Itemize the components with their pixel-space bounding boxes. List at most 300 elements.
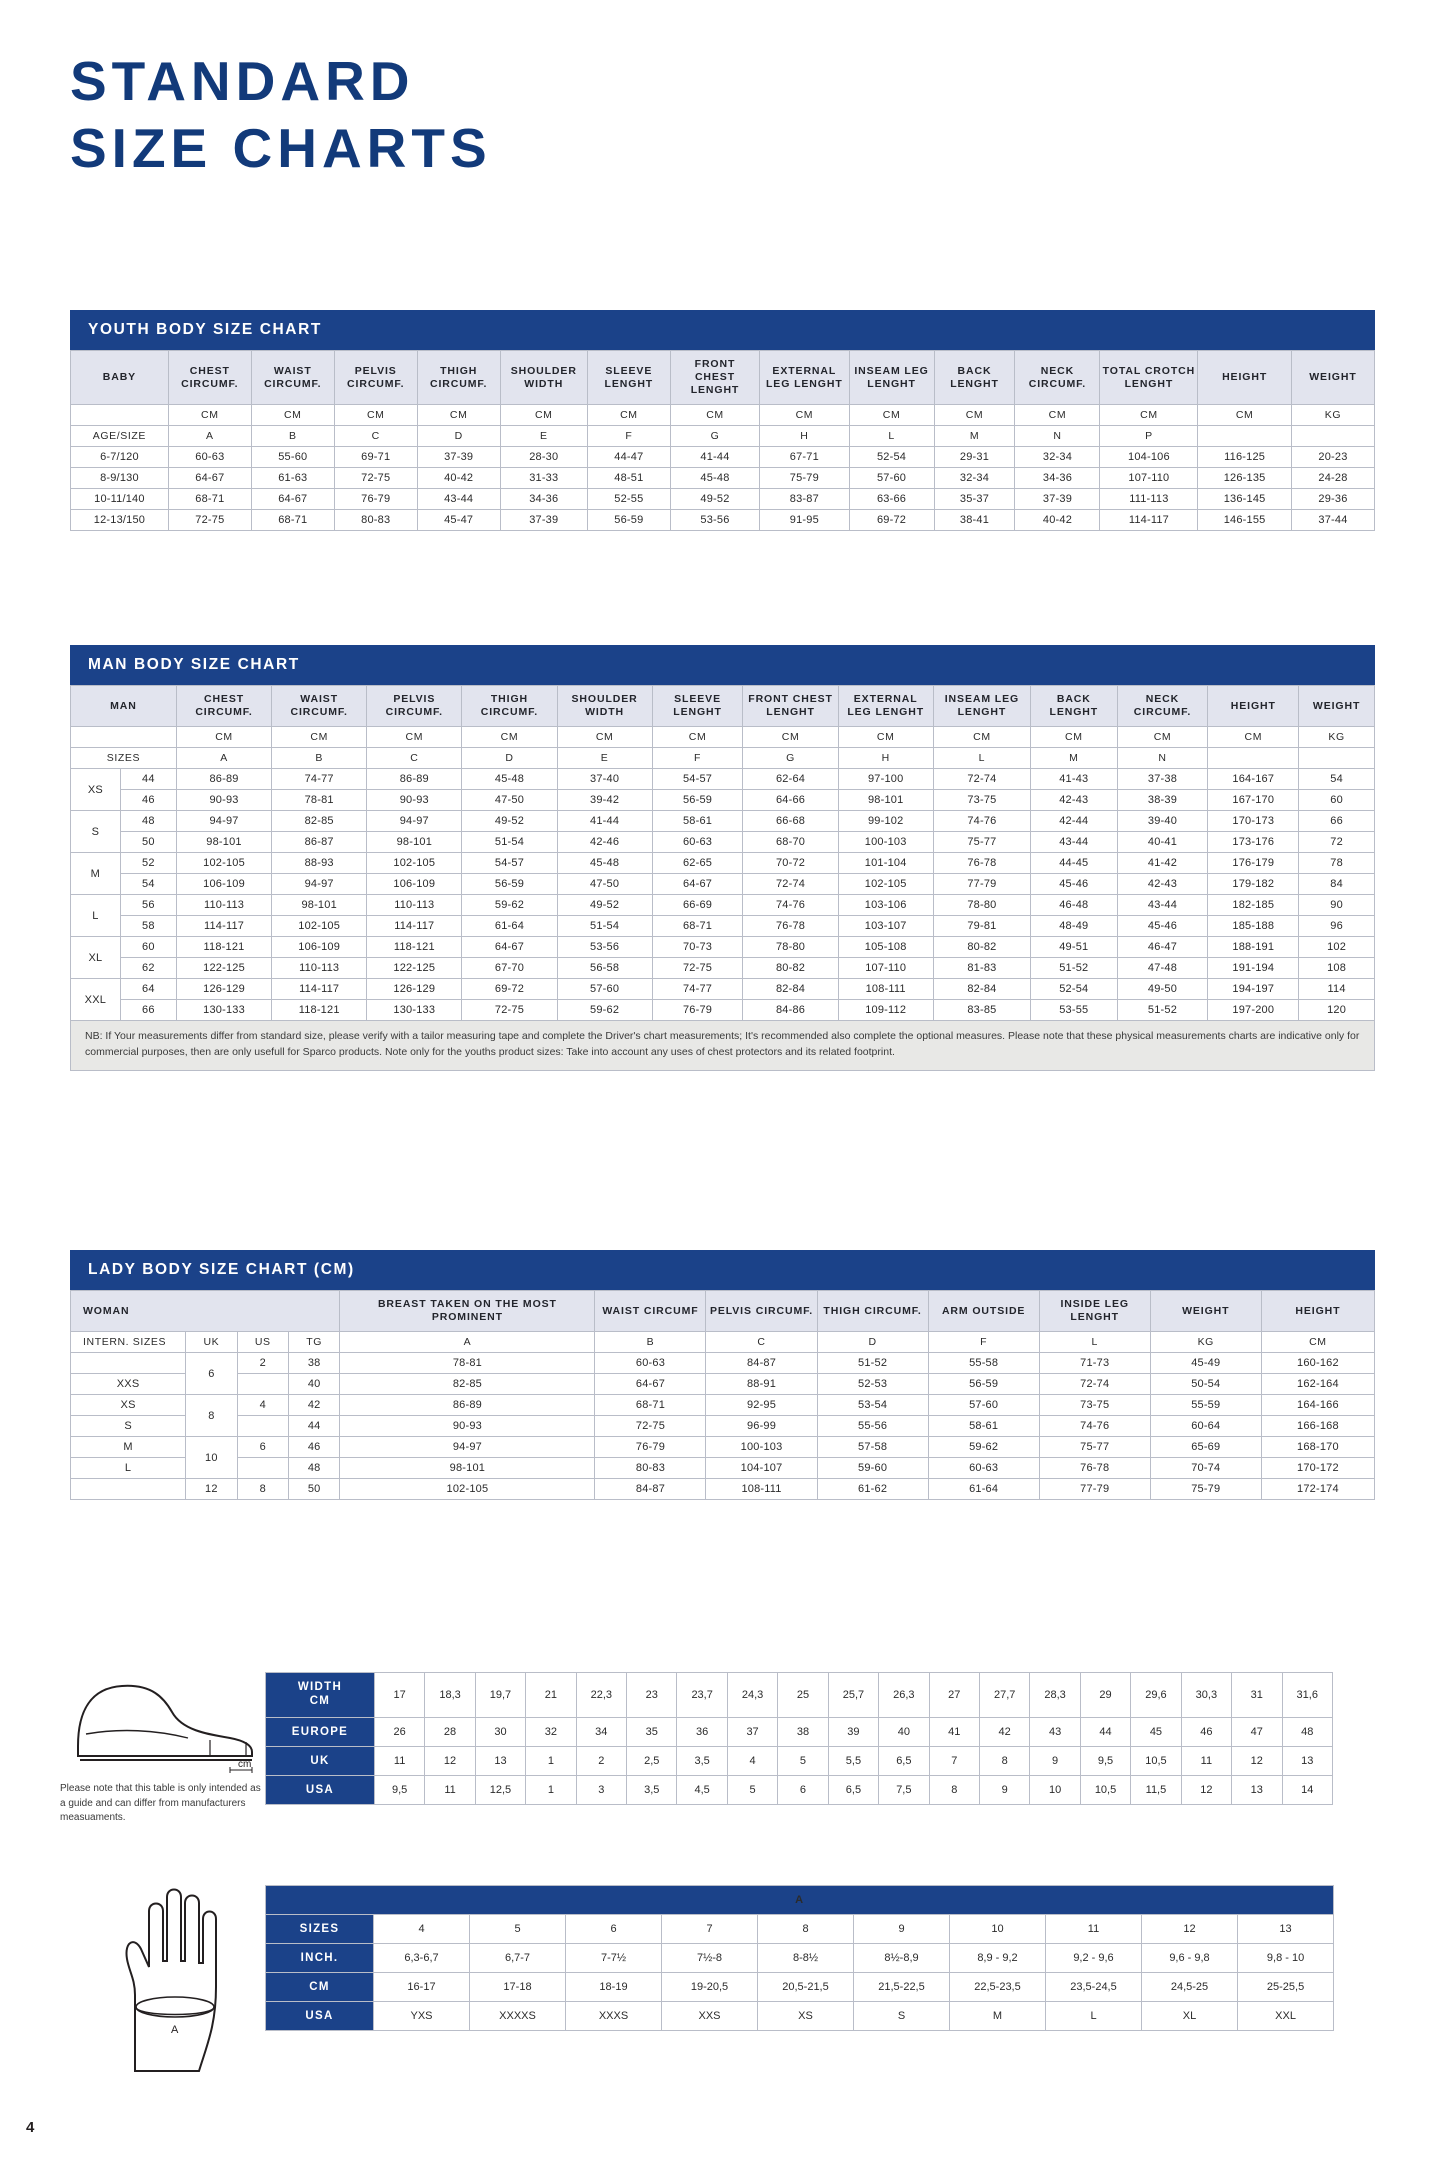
lady-cell-1-3: 52-53: [817, 1374, 928, 1395]
man-cell-7-4: 51-54: [557, 916, 652, 937]
youth-cell-2-9: 63-66: [849, 489, 934, 510]
svg-text:A: A: [171, 2024, 179, 2036]
lady-intern-6: [71, 1479, 186, 1500]
shoe-cell-3-12: 9: [979, 1775, 1029, 1804]
shoe-row-label-3: USA: [266, 1775, 375, 1804]
man-cell-9-9: 51-52: [1031, 958, 1118, 979]
shoe-cell-0-7: 24,3: [727, 1673, 777, 1718]
shoe-cell-0-8: 25: [778, 1673, 828, 1718]
shoe-cell-0-0: 17: [374, 1673, 424, 1718]
man-cell-11-4: 59-62: [557, 1000, 652, 1021]
man-cell-8-4: 53-56: [557, 937, 652, 958]
man-header-2: WAIST CIRCUMF.: [272, 686, 367, 727]
table-row: [71, 1479, 1375, 1500]
man-cell-1-9: 42-43: [1031, 790, 1118, 811]
man-cell-6-1: 98-101: [272, 895, 367, 916]
table-row: [71, 937, 1375, 958]
man-group-label: S: [71, 811, 121, 853]
glove-cell-2-6: 22,5-23,5: [950, 1973, 1046, 2002]
youth-header-12: TOTAL CROTCH LENGHT: [1100, 351, 1198, 405]
man-cell-3-3: 51-54: [462, 832, 557, 853]
man-group-label: XXL: [71, 979, 121, 1021]
youth-cell-2-2: 64-67: [251, 489, 334, 510]
man-cell-0-0: 86-89: [176, 769, 271, 790]
youth-cell-0-6: 44-47: [587, 447, 670, 468]
youth-cell-0-13: 116-125: [1198, 447, 1292, 468]
shoe-cell-3-6: 4,5: [677, 1775, 727, 1804]
man-cell-5-3: 56-59: [462, 874, 557, 895]
man-cell-0-8: 72-74: [933, 769, 1030, 790]
man-header-3: PELVIS CIRCUMF.: [367, 686, 462, 727]
hand-icon: [95, 1875, 255, 2075]
man-cell-2-12: 66: [1299, 811, 1375, 832]
lady-cell-6-6: 75-79: [1150, 1479, 1261, 1500]
man-cell-5-7: 102-105: [838, 874, 933, 895]
lady-cell-2-5: 73-75: [1039, 1395, 1150, 1416]
man-cell-3-6: 68-70: [743, 832, 838, 853]
lady-uk-2: 8: [186, 1395, 237, 1437]
man-cell-10-2: 126-129: [367, 979, 462, 1000]
shoe-cell-0-2: 19,7: [475, 1673, 525, 1718]
lady-us-2: 4: [237, 1395, 288, 1416]
youth-header-8: EXTERNAL LEG LENGHT: [760, 351, 849, 405]
man-cell-2-4: 41-44: [557, 811, 652, 832]
youth-cell-1-1: 64-67: [168, 468, 251, 489]
lady-cell-2-1: 68-71: [595, 1395, 706, 1416]
lady-body-size-chart: [70, 1250, 1375, 1500]
man-cell-1-1: 78-81: [272, 790, 367, 811]
youth-cell-1-11: 34-36: [1015, 468, 1100, 489]
man-cell-11-9: 53-55: [1031, 1000, 1118, 1021]
glove-cell-3-9: XXL: [1238, 2002, 1334, 2031]
lady-cell-2-4: 57-60: [928, 1395, 1039, 1416]
youth-cell-3-9: 69-72: [849, 510, 934, 531]
youth-cell-2-12: 111-113: [1100, 489, 1198, 510]
lady-intern-4: M: [71, 1437, 186, 1458]
lady-cell-0-5: 71-73: [1039, 1353, 1150, 1374]
man-header-9: INSEAM LEG LENGHT: [933, 686, 1030, 727]
man-header-10: BACK LENGHT: [1031, 686, 1118, 727]
man-cell-0-11: 164-167: [1208, 769, 1299, 790]
table-row: [71, 1374, 1375, 1395]
man-cell-3-0: 98-101: [176, 832, 271, 853]
youth-cell-3-5: 37-39: [500, 510, 587, 531]
shoe-cell-0-11: 27: [929, 1673, 979, 1718]
lady-tg-4: 46: [288, 1437, 339, 1458]
youth-cell-1-2: 61-63: [251, 468, 334, 489]
lady-cell-4-0: 94-97: [340, 1437, 595, 1458]
man-cell-6-8: 78-80: [933, 895, 1030, 916]
glove-cell-3-8: XL: [1142, 2002, 1238, 2031]
lady-cell-0-2: 84-87: [706, 1353, 817, 1374]
shoe-cell-2-5: 2,5: [627, 1746, 677, 1775]
man-header-6: SLEEVE LENGHT: [652, 686, 743, 727]
youth-cell-0-2: 55-60: [251, 447, 334, 468]
table-row: [71, 790, 1375, 811]
man-cell-2-6: 66-68: [743, 811, 838, 832]
shoe-size-table-block: [265, 1672, 1333, 1805]
table-row: [71, 769, 1375, 790]
man-size-6: 56: [120, 895, 176, 916]
man-cell-4-9: 44-45: [1031, 853, 1118, 874]
lady-cell-1-4: 56-59: [928, 1374, 1039, 1395]
man-cell-10-0: 126-129: [176, 979, 271, 1000]
man-cell-5-1: 94-97: [272, 874, 367, 895]
youth-header-6: SLEEVE LENGHT: [587, 351, 670, 405]
man-cell-1-2: 90-93: [367, 790, 462, 811]
lady-header-11: HEIGHT: [1261, 1291, 1374, 1332]
man-cell-5-0: 106-109: [176, 874, 271, 895]
glove-cell-0-0: 4: [374, 1915, 470, 1944]
shoe-cell-1-7: 37: [727, 1717, 777, 1746]
lady-intern-2: XS: [71, 1395, 186, 1416]
man-cell-3-1: 86-87: [272, 832, 367, 853]
shoe-cell-0-15: 29,6: [1131, 1673, 1181, 1718]
man-cell-4-1: 88-93: [272, 853, 367, 874]
lady-cell-6-0: 102-105: [340, 1479, 595, 1500]
glove-row-usa: [266, 2002, 1334, 2031]
lady-cell-5-7: 170-172: [1261, 1458, 1374, 1479]
man-cell-5-2: 106-109: [367, 874, 462, 895]
glove-cell-1-3: 7½-8: [662, 1944, 758, 1973]
youth-cell-2-7: 49-52: [670, 489, 759, 510]
man-size-10: 64: [120, 979, 176, 1000]
glove-cell-2-0: 16-17: [374, 1973, 470, 2002]
man-header-7: FRONT CHEST LENGHT: [743, 686, 838, 727]
lady-cell-4-2: 100-103: [706, 1437, 817, 1458]
man-cell-11-7: 109-112: [838, 1000, 933, 1021]
glove-cell-0-2: 6: [566, 1915, 662, 1944]
man-cell-5-5: 64-67: [652, 874, 743, 895]
youth-header-9: INSEAM LEG LENGHT: [849, 351, 934, 405]
man-cell-4-8: 76-78: [933, 853, 1030, 874]
shoe-cell-1-11: 41: [929, 1717, 979, 1746]
shoe-row-usa: [266, 1775, 1333, 1804]
man-cell-8-5: 70-73: [652, 937, 743, 958]
youth-cell-3-6: 56-59: [587, 510, 670, 531]
shoe-row-label-1: EUROPE: [266, 1717, 375, 1746]
lady-us-5: [237, 1458, 288, 1479]
shoe-cell-3-0: 9,5: [374, 1775, 424, 1804]
lady-cell-1-2: 88-91: [706, 1374, 817, 1395]
man-cell-6-2: 110-113: [367, 895, 462, 916]
shoe-cell-0-16: 30,3: [1181, 1673, 1231, 1718]
youth-cell-3-12: 114-117: [1100, 510, 1198, 531]
lady-tg-1: 40: [288, 1374, 339, 1395]
glove-cell-3-0: YXS: [374, 2002, 470, 2031]
lady-table: [70, 1290, 1375, 1500]
shoe-cell-1-15: 45: [1131, 1717, 1181, 1746]
youth-cell-0-7: 41-44: [670, 447, 759, 468]
shoe-cell-0-6: 23,7: [677, 1673, 727, 1718]
table-row: [71, 447, 1375, 468]
youth-header-1: CHEST CIRCUMF.: [168, 351, 251, 405]
man-cell-7-12: 96: [1299, 916, 1375, 937]
man-cell-5-9: 45-46: [1031, 874, 1118, 895]
lady-cell-1-0: 82-85: [340, 1374, 595, 1395]
lady-header-9: INSIDE LEG LENGHT: [1039, 1291, 1150, 1332]
man-cell-2-7: 99-102: [838, 811, 933, 832]
glove-cell-2-9: 25-25,5: [1238, 1973, 1334, 2002]
man-cell-10-3: 69-72: [462, 979, 557, 1000]
youth-cell-0-11: 32-34: [1015, 447, 1100, 468]
man-cell-4-4: 45-48: [557, 853, 652, 874]
table-row: [71, 1000, 1375, 1021]
man-cell-7-1: 102-105: [272, 916, 367, 937]
youth-cell-3-1: 72-75: [168, 510, 251, 531]
man-cell-9-7: 107-110: [838, 958, 933, 979]
lady-cell-6-4: 61-64: [928, 1479, 1039, 1500]
youth-cell-2-13: 136-145: [1198, 489, 1292, 510]
lady-cell-0-1: 60-63: [595, 1353, 706, 1374]
table-row: [71, 958, 1375, 979]
man-cell-8-6: 78-80: [743, 937, 838, 958]
man-cell-0-2: 86-89: [367, 769, 462, 790]
man-cell-6-4: 49-52: [557, 895, 652, 916]
table-row: [71, 895, 1375, 916]
glove-cell-2-7: 23,5-24,5: [1046, 1973, 1142, 2002]
shoe-cm-label: cm: [238, 1759, 252, 1770]
man-cell-10-8: 82-84: [933, 979, 1030, 1000]
table-row: [71, 1395, 1375, 1416]
man-cell-9-8: 81-83: [933, 958, 1030, 979]
glove-row-label-1: INCH.: [266, 1944, 374, 1973]
lady-cell-2-6: 55-59: [1150, 1395, 1261, 1416]
man-cell-2-3: 49-52: [462, 811, 557, 832]
shoe-cell-1-5: 35: [627, 1717, 677, 1746]
youth-header-11: NECK CIRCUMF.: [1015, 351, 1100, 405]
shoe-cell-2-12: 8: [979, 1746, 1029, 1775]
glove-cell-2-1: 17-18: [470, 1973, 566, 2002]
youth-cell-0-9: 52-54: [849, 447, 934, 468]
shoe-cell-2-13: 9: [1030, 1746, 1080, 1775]
lady-cell-3-5: 74-76: [1039, 1416, 1150, 1437]
lady-cell-5-1: 80-83: [595, 1458, 706, 1479]
man-cell-3-2: 98-101: [367, 832, 462, 853]
youth-cell-0-3: 69-71: [334, 447, 417, 468]
shoe-row-label-2: UK: [266, 1746, 375, 1775]
shoe-cell-0-13: 28,3: [1030, 1673, 1080, 1718]
man-cell-8-12: 102: [1299, 937, 1375, 958]
shoe-cell-3-1: 11: [425, 1775, 475, 1804]
page-title-line2: SIZE CHARTS: [70, 117, 492, 180]
man-group-label: XL: [71, 937, 121, 979]
shoe-cell-3-9: 6,5: [828, 1775, 878, 1804]
youth-cell-1-9: 57-60: [849, 468, 934, 489]
man-size-3: 50: [120, 832, 176, 853]
man-cell-11-5: 76-79: [652, 1000, 743, 1021]
shoe-cell-2-1: 12: [425, 1746, 475, 1775]
man-header-12: HEIGHT: [1208, 686, 1299, 727]
shoe-cell-3-15: 11,5: [1131, 1775, 1181, 1804]
lady-header-5: WAIST CIRCUMF: [595, 1291, 706, 1332]
shoe-cell-0-14: 29: [1080, 1673, 1130, 1718]
man-cell-7-10: 45-46: [1117, 916, 1208, 937]
table-row: [71, 1458, 1375, 1479]
shoe-cell-2-6: 3,5: [677, 1746, 727, 1775]
youth-cell-2-10: 35-37: [934, 489, 1015, 510]
man-chart-note: NB: If Your measurements differ from standard size, please verify with a tailor measuring tape and complete the Driver's chart measurements; It's recommended also complete the optional measures. Please note that these physical measurements charts are indicative only for commercial purposes, then are only usefull for Sparco products. Note only for the youths product sizes: Take into account any uses of chest protectors and its related footprint.: [70, 1021, 1375, 1071]
youth-cell-3-3: 80-83: [334, 510, 417, 531]
lady-cell-5-3: 59-60: [817, 1458, 928, 1479]
youth-cell-3-14: 37-44: [1291, 510, 1374, 531]
shoe-cell-3-16: 12: [1181, 1775, 1231, 1804]
lady-header-6: PELVIS CIRCUMF.: [706, 1291, 817, 1332]
table-row: [71, 853, 1375, 874]
lady-tg-2: 42: [288, 1395, 339, 1416]
lady-cell-4-5: 75-77: [1039, 1437, 1150, 1458]
glove-cell-0-7: 11: [1046, 1915, 1142, 1944]
man-cell-6-7: 103-106: [838, 895, 933, 916]
glove-cell-1-1: 6,7-7: [470, 1944, 566, 1973]
youth-table: [70, 350, 1375, 531]
youth-cell-1-0: 8-9/130: [71, 468, 169, 489]
shoe-cell-1-10: 40: [879, 1717, 929, 1746]
glove-cell-1-2: 7-7½: [566, 1944, 662, 1973]
man-cell-3-9: 43-44: [1031, 832, 1118, 853]
lady-cell-4-7: 168-170: [1261, 1437, 1374, 1458]
man-cell-2-11: 170-173: [1208, 811, 1299, 832]
youth-cell-3-0: 12-13/150: [71, 510, 169, 531]
man-cell-2-9: 42-44: [1031, 811, 1118, 832]
man-cell-9-3: 67-70: [462, 958, 557, 979]
lady-cell-4-3: 57-58: [817, 1437, 928, 1458]
lady-cell-5-4: 60-63: [928, 1458, 1039, 1479]
lady-cell-4-4: 59-62: [928, 1437, 1039, 1458]
shoe-cell-3-5: 3,5: [627, 1775, 677, 1804]
youth-cell-3-13: 146-155: [1198, 510, 1292, 531]
youth-cell-3-8: 91-95: [760, 510, 849, 531]
youth-cell-0-5: 28-30: [500, 447, 587, 468]
lady-cell-1-1: 64-67: [595, 1374, 706, 1395]
man-cell-1-0: 90-93: [176, 790, 271, 811]
youth-header-3: PELVIS CIRCUMF.: [334, 351, 417, 405]
youth-cell-1-12: 107-110: [1100, 468, 1198, 489]
glove-cell-2-3: 19-20,5: [662, 1973, 758, 2002]
glove-cell-3-1: XXXXS: [470, 2002, 566, 2031]
man-cell-3-7: 100-103: [838, 832, 933, 853]
glove-cell-2-4: 20,5-21,5: [758, 1973, 854, 2002]
table-row: [71, 1353, 1375, 1374]
man-cell-0-4: 37-40: [557, 769, 652, 790]
glove-cell-0-5: 9: [854, 1915, 950, 1944]
man-cell-2-1: 82-85: [272, 811, 367, 832]
shoe-cell-2-3: 1: [526, 1746, 576, 1775]
youth-cell-0-0: 6-7/120: [71, 447, 169, 468]
lady-cell-5-2: 104-107: [706, 1458, 817, 1479]
man-cell-1-7: 98-101: [838, 790, 933, 811]
shoe-illustration-area: [60, 1672, 265, 1826]
man-cell-5-12: 84: [1299, 874, 1375, 895]
shoe-cell-0-3: 21: [526, 1673, 576, 1718]
lady-letter-row: INTERN. SIZES UK US TG A B C D F L KG CM: [71, 1332, 1375, 1353]
shoe-cell-1-18: 48: [1282, 1717, 1333, 1746]
youth-header-10: BACK LENGHT: [934, 351, 1015, 405]
lady-cell-2-3: 53-54: [817, 1395, 928, 1416]
glove-row-label-2: CM: [266, 1973, 374, 2002]
man-cell-7-2: 114-117: [367, 916, 462, 937]
shoe-cell-0-1: 18,3: [425, 1673, 475, 1718]
shoe-cell-2-2: 13: [475, 1746, 525, 1775]
man-cell-3-8: 75-77: [933, 832, 1030, 853]
youth-cell-1-7: 45-48: [670, 468, 759, 489]
man-cell-9-0: 122-125: [176, 958, 271, 979]
lady-header-10: WEIGHT: [1150, 1291, 1261, 1332]
man-size-1: 46: [120, 790, 176, 811]
man-cell-3-11: 173-176: [1208, 832, 1299, 853]
man-cell-2-2: 94-97: [367, 811, 462, 832]
shoe-cell-2-8: 5: [778, 1746, 828, 1775]
man-cell-3-12: 72: [1299, 832, 1375, 853]
shoe-cell-2-16: 11: [1181, 1746, 1231, 1775]
man-cell-10-6: 82-84: [743, 979, 838, 1000]
man-size-7: 58: [120, 916, 176, 937]
shoe-cell-0-12: 27,7: [979, 1673, 1029, 1718]
lady-intern-0: [71, 1353, 186, 1374]
man-cell-4-12: 78: [1299, 853, 1375, 874]
man-group-label: XS: [71, 769, 121, 811]
lady-cell-0-4: 55-58: [928, 1353, 1039, 1374]
lady-chart-band: LADY BODY SIZE CHART (CM): [70, 1250, 1375, 1290]
youth-cell-1-5: 31-33: [500, 468, 587, 489]
lady-tg-6: 50: [288, 1479, 339, 1500]
glove-cell-1-0: 6,3-6,7: [374, 1944, 470, 1973]
glove-cell-3-7: L: [1046, 2002, 1142, 2031]
shoe-row-width-cm: [266, 1673, 1333, 1718]
glove-cell-1-9: 9,8 - 10: [1238, 1944, 1334, 1973]
lady-tg-0: 38: [288, 1353, 339, 1374]
lady-intern-3: S: [71, 1416, 186, 1437]
man-cell-7-9: 48-49: [1031, 916, 1118, 937]
man-cell-8-2: 118-121: [367, 937, 462, 958]
man-cell-8-11: 188-191: [1208, 937, 1299, 958]
shoe-cell-2-15: 10,5: [1131, 1746, 1181, 1775]
man-table: [70, 685, 1375, 1021]
glove-cell-0-4: 8: [758, 1915, 854, 1944]
man-cell-10-11: 194-197: [1208, 979, 1299, 1000]
shoe-cell-2-14: 9,5: [1080, 1746, 1130, 1775]
man-cell-5-6: 72-74: [743, 874, 838, 895]
man-cell-11-2: 130-133: [367, 1000, 462, 1021]
man-cell-10-5: 74-77: [652, 979, 743, 1000]
page-title-line1: STANDARD: [70, 50, 415, 112]
man-cell-4-0: 102-105: [176, 853, 271, 874]
lady-us-3: [237, 1416, 288, 1437]
man-cell-11-10: 51-52: [1117, 1000, 1208, 1021]
man-size-4: 52: [120, 853, 176, 874]
man-cell-6-3: 59-62: [462, 895, 557, 916]
man-cell-11-12: 120: [1299, 1000, 1375, 1021]
man-cell-0-5: 54-57: [652, 769, 743, 790]
man-cell-6-12: 90: [1299, 895, 1375, 916]
shoe-cell-3-10: 7,5: [879, 1775, 929, 1804]
shoe-cell-1-13: 43: [1030, 1717, 1080, 1746]
man-cell-4-5: 62-65: [652, 853, 743, 874]
youth-cell-3-11: 40-42: [1015, 510, 1100, 531]
youth-cell-1-8: 75-79: [760, 468, 849, 489]
youth-cell-0-10: 29-31: [934, 447, 1015, 468]
man-cell-0-12: 54: [1299, 769, 1375, 790]
man-cell-3-4: 42-46: [557, 832, 652, 853]
man-cell-5-4: 47-50: [557, 874, 652, 895]
man-cell-11-8: 83-85: [933, 1000, 1030, 1021]
man-cell-1-5: 56-59: [652, 790, 743, 811]
man-cell-8-0: 118-121: [176, 937, 271, 958]
lady-us-0: 2: [237, 1353, 288, 1374]
shoe-cell-1-9: 39: [828, 1717, 878, 1746]
lady-cell-2-2: 92-95: [706, 1395, 817, 1416]
glove-cell-1-6: 8,9 - 9,2: [950, 1944, 1046, 1973]
